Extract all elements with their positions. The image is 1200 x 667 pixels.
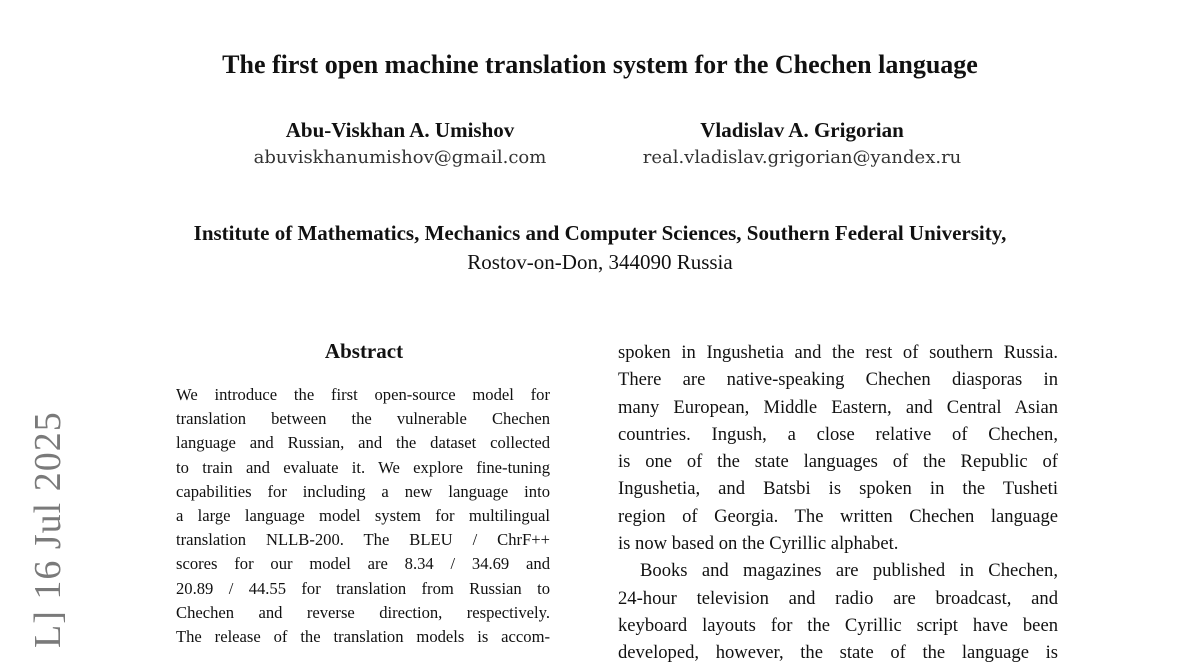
body-line: keyboard layouts for the Cyrillic script have been <box>618 614 1058 636</box>
abstract-line: translation NLLB-200. The BLEU / ChrF++ <box>176 530 550 550</box>
body-line: many European, Middle Eastern, and Central Asian <box>618 396 1058 418</box>
body-line: spoken in Ingushetia and the rest of southern Russia. <box>618 342 1058 363</box>
arxiv-stamp: L] 16 Jul 2025 <box>27 411 69 648</box>
author-name: Vladislav A. Grigorian <box>700 118 904 142</box>
abstract-line: a large language model system for multilingual <box>176 506 550 526</box>
abstract-heading: Abstract <box>324 339 404 363</box>
abstract-line: translation between the vulnerable Chechen <box>176 409 550 429</box>
author-block-1 <box>220 116 580 172</box>
author-name: Abu-Viskhan A. Umishov <box>285 118 515 142</box>
author-email: abuviskhanumishov@gmail.com <box>253 147 547 168</box>
abstract-line: We introduce the first open-source model for <box>176 385 550 404</box>
abstract-line: scores for our model are 8.34 / 34.69 and <box>176 554 550 574</box>
body-line: region of Georgia. The written Chechen language <box>618 505 1058 527</box>
author-email: real.vladislav.grigorian@yandex.ru <box>642 147 962 168</box>
body-line: There are native-speaking Chechen diasporas in <box>618 369 1058 391</box>
abstract-body <box>176 383 550 649</box>
body-line: countries. Ingush, a close relative of Chechen, <box>618 423 1058 445</box>
body-line: is now based on the Cyrillic alphabet. <box>618 533 899 555</box>
body-paragraph-2 <box>618 557 1058 666</box>
paper-title: The first open machine translation system for the Chechen language <box>222 50 978 79</box>
abstract-line: to train and evaluate it. We explore fine-tuning <box>176 457 550 477</box>
body-line: Ingushetia, and Batsbi is spoken in the Tusheti <box>618 478 1058 500</box>
abstract-line: language and Russian, and the dataset collected <box>176 433 550 453</box>
abstract-line: Chechen and reverse direction, respectively. <box>176 602 550 622</box>
body-line: is one of the state languages of the Republic of <box>618 451 1058 473</box>
affiliation-address: Rostov-on-Don, 344090 Russia <box>467 250 733 274</box>
body-text-right-column <box>618 339 1058 667</box>
body-line: 24-hour television and radio are broadcast, and <box>618 587 1058 609</box>
abstract-line: The release of the translation models is accom- <box>176 627 550 647</box>
body-line: developed, however, the state of the language is <box>618 642 1058 664</box>
affiliation <box>0 219 1200 277</box>
abstract-line: 20.89 / 44.55 for translation from Russian to <box>176 578 550 598</box>
affiliation-institution: Institute of Mathematics, Mechanics and Computer Sciences, Southern Federal University, <box>193 221 1007 245</box>
abstract-line: capabilities for including a new language into <box>176 481 550 501</box>
body-line: Books and magazines are published in Chechen, <box>640 560 1058 582</box>
author-block-2 <box>600 116 1004 172</box>
body-paragraph-1 <box>618 339 1058 557</box>
